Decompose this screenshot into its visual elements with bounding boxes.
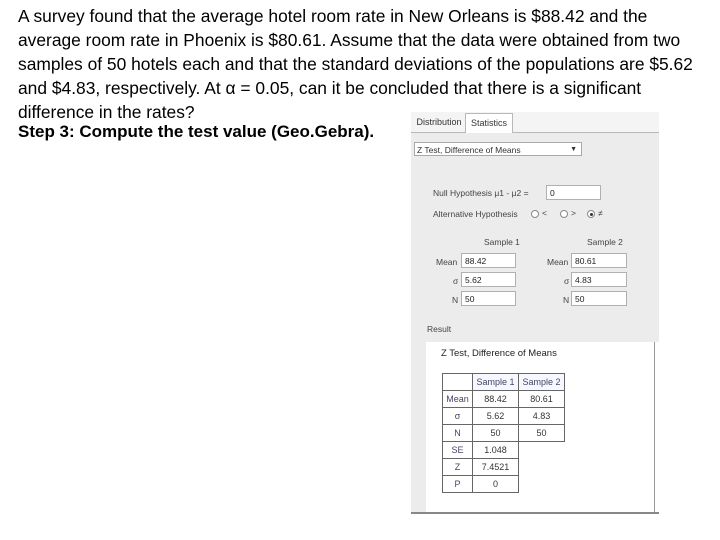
result-panel bbox=[426, 342, 659, 514]
result-label: Result bbox=[427, 324, 452, 334]
alt-radio-not-equal[interactable] bbox=[587, 210, 595, 218]
tab-statistics[interactable]: Statistics bbox=[465, 113, 513, 133]
result-table bbox=[442, 373, 565, 493]
sample1-n-label: N bbox=[452, 295, 459, 305]
table-cell: 50 bbox=[519, 425, 565, 442]
alt-radio-less[interactable] bbox=[531, 210, 539, 218]
row-label: Mean bbox=[443, 391, 473, 408]
null-hypothesis-input[interactable]: 0 bbox=[546, 185, 601, 200]
bottom-divider bbox=[411, 512, 659, 514]
sample2-n-label: N bbox=[563, 295, 570, 305]
sample1-sd-label: σ bbox=[453, 276, 459, 286]
row-label: N bbox=[443, 425, 473, 442]
table-cell-empty bbox=[519, 442, 565, 459]
table-row bbox=[443, 391, 565, 408]
test-type-select[interactable] bbox=[414, 142, 582, 156]
table-header-row bbox=[443, 374, 565, 391]
alt-option-less: < bbox=[542, 208, 547, 218]
sample2-header: Sample 2 bbox=[587, 237, 623, 247]
sample2-mean-input[interactable]: 80.61 bbox=[571, 253, 627, 268]
problem-text: A survey found that the average hotel room rate in New Orleans is $88.42 and the average room rate in Phoenix is $80.61. Assume that the data were obtained from two samples of 50 hotels each and that the standard deviations of the populations are $5.62 and $4.83, respectively. At α = 0.05, can it be concluded that there is a significant difference in the rates? bbox=[18, 6, 693, 122]
table-header-cell: Sample 2 bbox=[519, 374, 565, 391]
sample2-n-input[interactable]: 50 bbox=[571, 291, 627, 306]
table-cell: 4.83 bbox=[519, 408, 565, 425]
sample1-mean-input[interactable]: 88.42 bbox=[461, 253, 516, 268]
sample1-n-input[interactable]: 50 bbox=[461, 291, 516, 306]
table-row bbox=[443, 425, 565, 442]
table-cell: 1.048 bbox=[473, 442, 519, 459]
table-cell: 50 bbox=[473, 425, 519, 442]
result-title: Z Test, Difference of Means bbox=[441, 348, 557, 359]
alt-option-greater: > bbox=[571, 208, 576, 218]
sample2-sd-input[interactable]: 4.83 bbox=[571, 272, 627, 287]
scrollbar-edge bbox=[654, 342, 655, 514]
sample2-mean-label: Mean bbox=[547, 257, 569, 267]
table-row bbox=[443, 459, 565, 476]
sample1-header: Sample 1 bbox=[484, 237, 520, 247]
sample1-sd-input[interactable]: 5.62 bbox=[461, 272, 516, 287]
alt-radio-greater[interactable] bbox=[560, 210, 568, 218]
table-row bbox=[443, 408, 565, 425]
table-cell: 7.4521 bbox=[473, 459, 519, 476]
table-header-cell bbox=[443, 374, 473, 391]
table-row bbox=[443, 442, 565, 459]
null-hypothesis-label: Null Hypothesis μ1 - μ2 = bbox=[433, 188, 529, 198]
table-cell: 80.61 bbox=[519, 391, 565, 408]
sample1-mean-label: Mean bbox=[436, 257, 458, 267]
step-heading: Step 3: Compute the test value (Geo.Gebra). bbox=[18, 122, 375, 141]
test-type-value: Z Test, Difference of Means bbox=[417, 145, 521, 155]
table-cell: 5.62 bbox=[473, 408, 519, 425]
table-cell-empty bbox=[519, 459, 565, 476]
sample2-sd-label: σ bbox=[564, 276, 570, 286]
row-label: σ bbox=[443, 408, 473, 425]
table-header-cell: Sample 1 bbox=[473, 374, 519, 391]
alt-hypothesis-label: Alternative Hypothesis bbox=[433, 209, 518, 219]
table-cell: 0 bbox=[473, 476, 519, 493]
row-label: P bbox=[443, 476, 473, 493]
table-cell: 88.42 bbox=[473, 391, 519, 408]
geogebra-probability-window bbox=[411, 112, 659, 514]
tab-bar bbox=[411, 112, 659, 133]
alt-option-not-equal: ≠ bbox=[598, 208, 603, 218]
row-label: SE bbox=[443, 442, 473, 459]
table-cell-empty bbox=[519, 476, 565, 493]
chevron-down-icon: ▼ bbox=[570, 146, 577, 153]
table-row bbox=[443, 476, 565, 493]
tab-distribution[interactable]: Distribution bbox=[416, 117, 462, 127]
row-label: Z bbox=[443, 459, 473, 476]
